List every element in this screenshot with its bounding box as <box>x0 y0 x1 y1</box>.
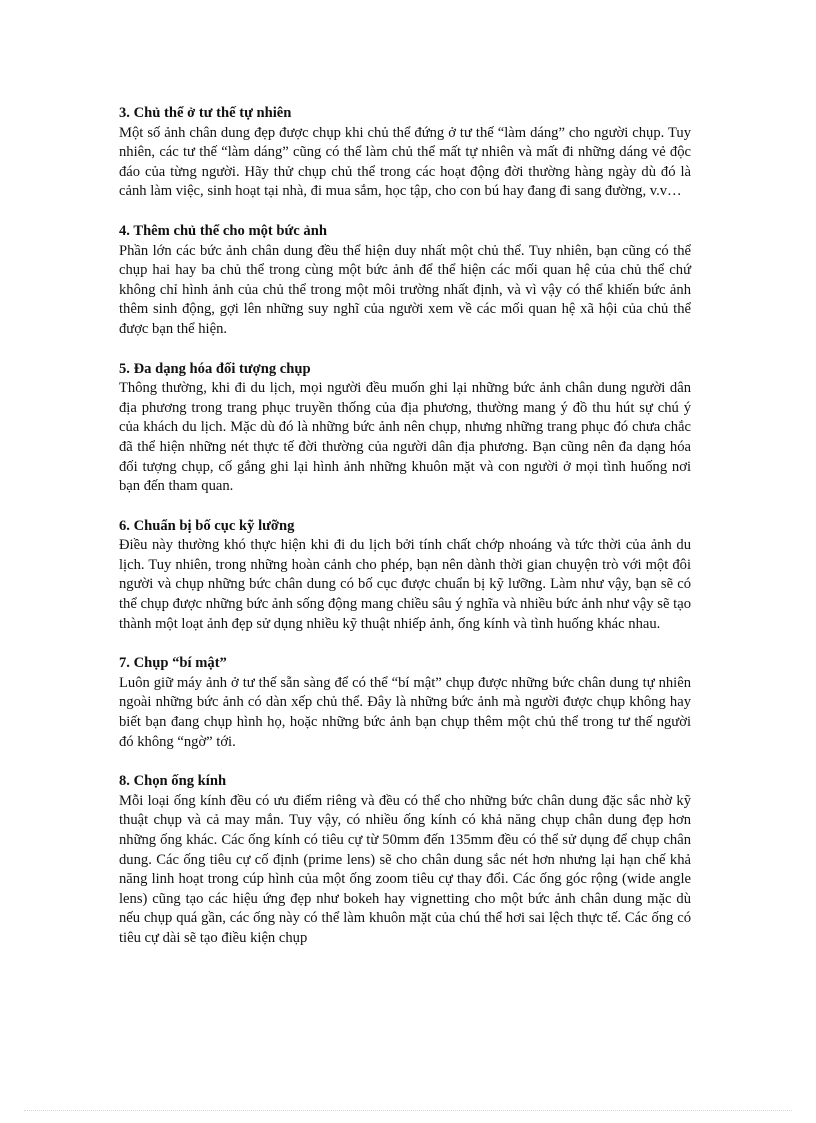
section-candid-shots <box>119 654 691 752</box>
section-body: Thông thường, khi đi du lịch, mọi người đều muốn ghi lại những bức ảnh chân dung người dân địa phương trong trang phục truyền thống của địa phương, thường mang ý đồ thu hút sự chú ý của khách du lịch. Mặc dù đó là những bức ảnh nên chụp, nhưng những trang phục đó chưa chắc đã thể hiện những nét thực tế đời thường của người dân địa phương. Bạn cũng nên đa dạng hóa đối tượng chụp, cố gắng ghi lại hình ảnh những khuôn mặt và con người ở mọi tình huống nơi bạn đến tham quan. <box>119 380 691 495</box>
section-heading: 7. Chụp “bí mật” <box>119 655 227 672</box>
section-composition <box>119 517 691 635</box>
section-body: Một số ảnh chân dung đẹp được chụp khi chủ thể đứng ở tư thế “làm dáng” cho người chụp. Tuy nhiên, các tư thế “làm dáng” cũng có thể làm chủ thể mất tự nhiên và mất đi những dáng vẻ độc đáo của từng người. Hãy thử chụp chủ thể trong các hoạt động đời thường hàng ngày dù đó là cảnh làm việc, sinh hoạt tại nhà, đi mua sắm, học tập, cho con bú hay đang đi sang đường, v.v… <box>119 124 691 200</box>
section-heading: 5. Đa dạng hóa đối tượng chụp <box>119 360 311 377</box>
section-body: Phần lớn các bức ảnh chân dung đều thể hiện duy nhất một chủ thể. Tuy nhiên, bạn cũng có thể chụp hai hay ba chủ thể trong cùng một bức ảnh để thể hiện các mối quan hệ của chủ thể chứ không chỉ hình ảnh của chủ thể trong một môi trường nhất định, và vì vậy có thể khiến bức ảnh thêm sinh động, gợi lên những suy nghĩ của người xem về các mối quan hệ xã hội của chủ thể được bạn thể hiện. <box>119 242 691 337</box>
section-heading: 8. Chọn ống kính <box>119 773 227 790</box>
document-page <box>119 104 691 969</box>
page-bottom-divider <box>24 1110 792 1111</box>
section-diversify-subjects <box>119 360 691 497</box>
section-add-subjects <box>119 222 691 340</box>
section-heading: 4. Thêm chủ thể cho một bức ảnh <box>119 222 327 239</box>
section-heading: 3. Chủ thể ở tư thế tự nhiên <box>119 105 292 121</box>
section-choose-lens <box>119 772 691 948</box>
section-body: Điều này thường khó thực hiện khi đi du lịch bởi tính chất chớp nhoáng và tức thời của ảnh du lịch. Tuy nhiên, trong những hoàn cảnh cho phép, bạn nên dành thời gian chuyện trò với một đôi người và chụp những bức chân dung có bố cục được chuẩn bị kỹ lưỡng. Làm như vậy, bạn sẽ có thể chụp được những bức ảnh sống động mang chiều sâu ý nghĩa và nhiều bức ảnh như vậy sẽ tạo thành một loạt ảnh đẹp sử dụng nhiều kỹ thuật nhiếp ảnh, ống kính và tình huống khác nhau. <box>119 537 691 632</box>
section-body: Mỗi loại ống kính đều có ưu điểm riêng và đều có thể cho những bức chân dung đặc sắc nhờ kỹ thuật chụp và cả may mắn. Tuy vậy, có nhiều ống kính có khả năng chụp chân dung đẹp hơn những ống khác. Các ống kính có tiêu cự từ 50mm đến 135mm đều có thể sử dụng để chụp chân dung. Các ống tiêu cự cố định (prime lens) sẽ cho chân dung sắc nét hơn nhưng lại hạn chế khả năng linh hoạt trong cúp hình của một ống zoom tiêu cự thay đổi. Các ống góc rộng (wide angle lens) cũng tạo các hiệu ứng đẹp như bokeh hay vignetting cho một bức ảnh chân dung mặc dù nếu chụp quá gần, các ống này có thể làm khuôn mặt của chú thể hơi sai lệch thực tế. Các ống có tiêu cự dài sẽ tạo điều kiện chụp <box>119 792 691 946</box>
section-body: Luôn giữ máy ảnh ở tư thế sẵn sàng để có thể “bí mật” chụp được những bức chân dung tự nhiên ngoài những bức ảnh có dàn xếp chủ thể. Đây là những bức ảnh mà người được chụp không hay biết bạn đang chụp hình họ, hoặc những bức ảnh bạn chụp thêm một chủ thể trong tư thế người đó không “ngờ” tới. <box>119 674 691 750</box>
section-natural-pose <box>119 104 691 202</box>
section-heading: 6. Chuẩn bị bố cục kỹ lưỡng <box>119 517 295 534</box>
